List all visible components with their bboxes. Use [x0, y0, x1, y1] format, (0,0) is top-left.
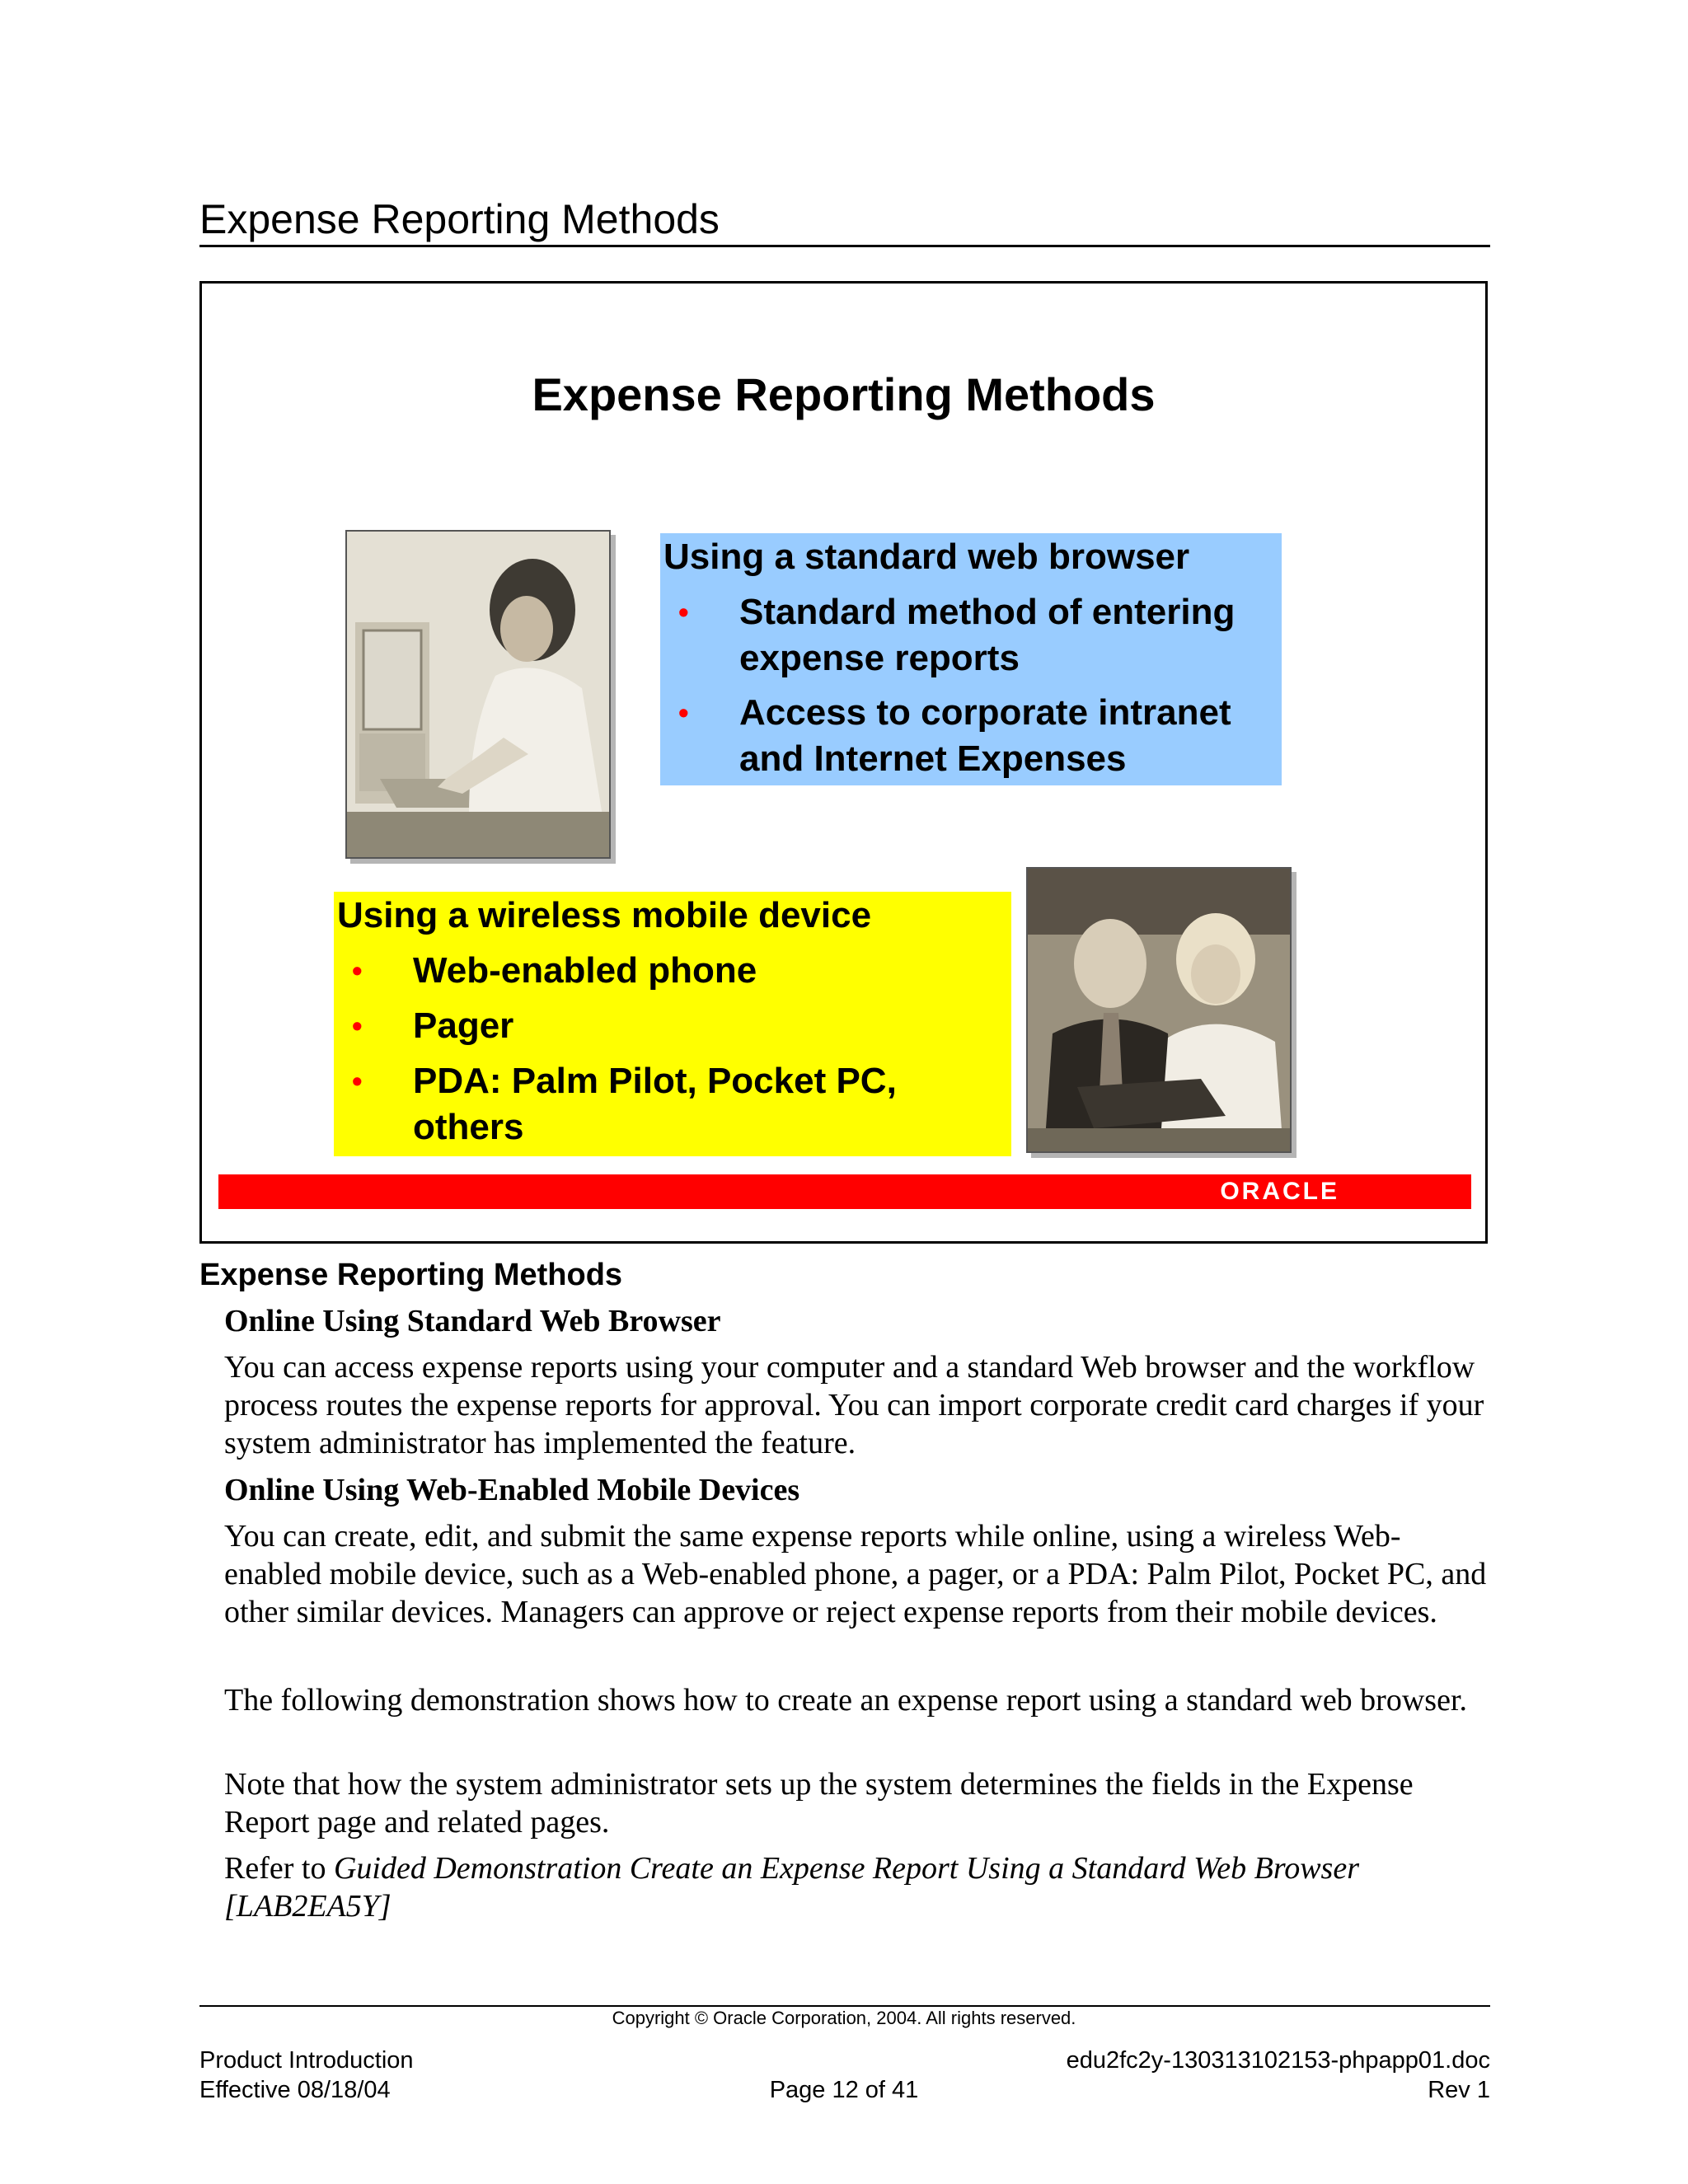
- browser-callout-list: [660, 589, 1282, 790]
- browser-callout: [660, 533, 1282, 785]
- bullet-icon: •: [352, 954, 363, 987]
- subheading-web-browser: Online Using Standard Web Browser: [224, 1304, 721, 1338]
- paragraph-web-browser: You can access expense reports using your computer and a standard Web browser and the workflow process routes the expense reports for approval. You can import corporate credit card charges if your system administrator has implemented the feature.: [224, 1350, 1484, 1460]
- bullet-icon: •: [678, 696, 689, 729]
- browser-callout-item-text: Standard method of entering expense reports: [739, 592, 1236, 678]
- mobile-callout-item-text: Pager: [413, 1005, 514, 1046]
- mobile-callout-list: [334, 948, 1011, 1160]
- mobile-callout: [334, 892, 1011, 1156]
- business-people-photo: [1026, 867, 1292, 1153]
- browser-callout-heading: Using a standard web browser: [663, 537, 1190, 577]
- footer-page-number: Page 12 of 41: [769, 2077, 919, 2103]
- business-people-illustration: [1028, 869, 1290, 1151]
- mobile-callout-heading: Using a wireless mobile device: [337, 895, 872, 935]
- woman-at-computer-photo: [345, 530, 611, 859]
- mobile-callout-item-text: PDA: Palm Pilot, Pocket PC, others: [413, 1061, 897, 1147]
- bullet-icon: •: [352, 1064, 363, 1098]
- mobile-callout-item: [334, 1003, 1011, 1049]
- subheading-mobile-devices: Online Using Web-Enabled Mobile Devices: [224, 1473, 800, 1507]
- mobile-callout-item-text: Web-enabled phone: [413, 950, 757, 991]
- oracle-logo: ORACLE: [1220, 1178, 1339, 1205]
- slide-title: Expense Reporting Methods: [532, 368, 1156, 420]
- refer-prefix: Refer to: [224, 1851, 334, 1886]
- refer-demo-title: Guided Demonstration Create an Expense Report Using a Standard Web Browser [LAB2EA5Y]: [224, 1851, 1359, 1924]
- footer-product: Product Introduction: [199, 2047, 414, 2074]
- section-heading: Expense Reporting Methods: [199, 1258, 623, 1292]
- paragraph-refer: [224, 1849, 1493, 1925]
- mobile-callout-item: [334, 948, 1011, 994]
- footer-effective-date: Effective 08/18/04: [199, 2077, 391, 2103]
- bullet-icon: •: [352, 1009, 363, 1043]
- browser-callout-item: [660, 690, 1282, 782]
- browser-callout-item: [660, 589, 1282, 682]
- paragraph-mobile-devices: You can create, edit, and submit the same expense reports while online, using a wireless Web-enabled mobile device, such as a Web-enabled phone, a pager, or a PDA: Palm Pilot, Pocket PC, and other similar devices. Managers can approve or reject expense reports from their mobile devices.: [224, 1519, 1487, 1629]
- oracle-bar: [218, 1174, 1471, 1209]
- copyright-notice: Copyright © Oracle Corporation, 2004. All rights reserved.: [612, 2008, 1076, 2028]
- bullet-icon: •: [678, 595, 689, 629]
- woman-at-computer-illustration: [347, 532, 609, 857]
- mobile-callout-item: [334, 1058, 1011, 1151]
- footer-revision: Rev 1: [1428, 2077, 1490, 2103]
- paragraph-demonstration: The following demonstration shows how to create an expense report using a standard web browser.: [224, 1683, 1467, 1718]
- page-title: Expense Reporting Methods: [199, 196, 720, 242]
- paragraph-note: Note that how the system administrator sets up the system determines the fields in the Expense Report page and related pages.: [224, 1767, 1414, 1840]
- slide-frame: [199, 281, 1488, 1244]
- title-rule: [199, 245, 1490, 247]
- browser-callout-item-text: Access to corporate intranet and Internet Expenses: [739, 692, 1231, 779]
- footer-doc-name: edu2fc2y-130313102153-phpapp01.doc: [1066, 2047, 1490, 2074]
